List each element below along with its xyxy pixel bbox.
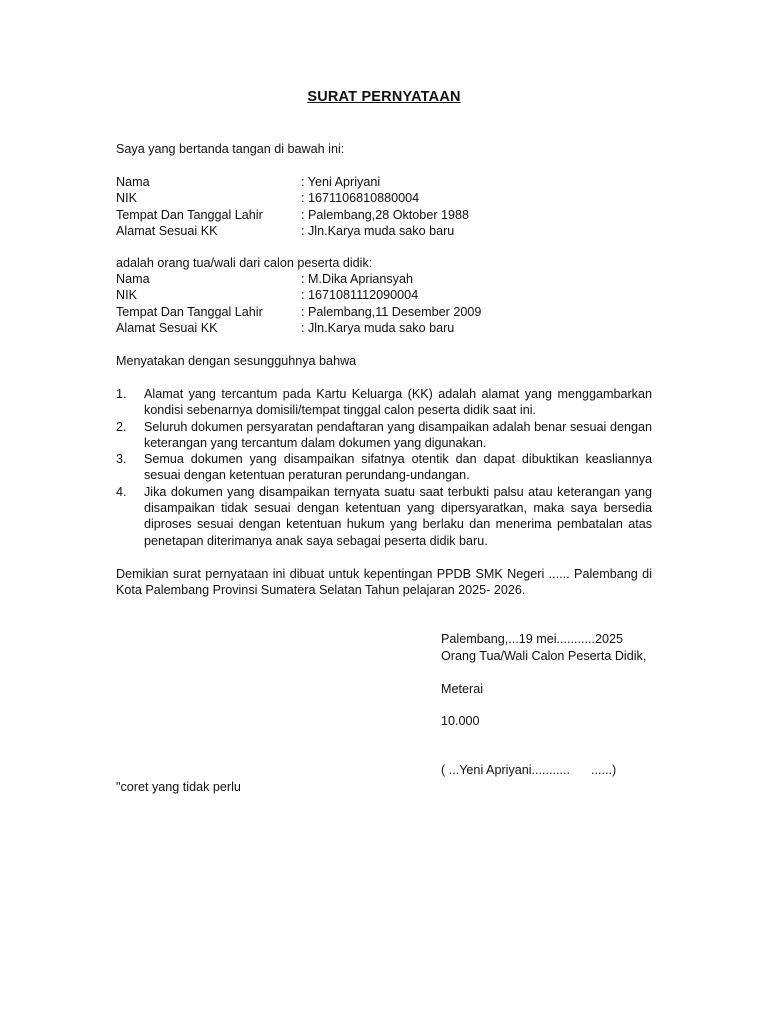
- field-label: Alamat Sesuai KK: [116, 320, 218, 335]
- signature-place-date: Palembang,...19 mei...........2025: [441, 632, 624, 646]
- field-value: : 1671081112090004: [301, 288, 419, 303]
- declarant-birth-row: [116, 207, 652, 223]
- field-value: : Jln.Karya muda sako baru: [301, 223, 455, 238]
- stamp-value: 10.000: [441, 714, 480, 728]
- stamp-label: Meterai: [441, 682, 483, 696]
- declarant-nik-row: [116, 190, 652, 206]
- list-item: [116, 419, 652, 452]
- field-value: : Jln.Karya muda sako baru: [301, 320, 455, 335]
- list-item: [116, 386, 652, 419]
- field-label: Nama: [116, 272, 150, 286]
- field-value: : Palembang,11 Desember 2009: [301, 304, 482, 319]
- field-label: Nama: [116, 175, 150, 189]
- field-label: NIK: [116, 288, 137, 303]
- statement-intro-text: Menyatakan dengan sesungguhnya bahwa: [116, 354, 357, 368]
- list-number: 3.: [116, 452, 127, 467]
- signature-role: Orang Tua/Wali Calon Peserta Didik,: [441, 649, 647, 663]
- footnote: "coret yang tidak perlu: [116, 780, 241, 794]
- list-text: Seluruh dokumen persyaratan pendaftaran yang disampaikan adalah benar sesuai dengan keterangan yang tercantum dalam dokumen yang digunakan.: [144, 419, 652, 450]
- child-address-row: [116, 320, 652, 336]
- field-value: : Yeni Apriyani: [301, 175, 381, 189]
- declarant-address-row: [116, 223, 652, 239]
- list-text: Alamat yang tercantum pada Kartu Keluarga (KK) adalah alamat yang menggambarkan kondisi sebenarnya domisili/tempat tinggal calon peserta didik saat ini.: [144, 387, 652, 418]
- field-value: : Palembang,28 Oktober 1988: [301, 207, 470, 222]
- list-text: Jika dokumen yang disampaikan ternyata suatu saat terbukti palsu atau keterangan yang disampaikan tidak sesuai dengan ketentuan yang dipersyaratkan, maka saya bersedia diproses sesuai dengan ketentuan hukum yang berlaku dan menerima pembatalan atas penetapan diterimanya anak saya sebagai peserta didik baru.: [144, 484, 652, 548]
- field-value: : M.Dika Apriansyah: [301, 272, 413, 286]
- list-text: Semua dokumen yang disampaikan sifatnya otentik dan dapat dibuktikan keasliannya sesuai dengan ketentuan peraturan perundang-undangan.: [144, 452, 652, 483]
- field-label: NIK: [116, 191, 137, 206]
- statement-list: [116, 386, 652, 549]
- list-item: [116, 484, 652, 549]
- intro-text: Saya yang bertanda tangan di bawah ini:: [116, 142, 345, 156]
- list-number: 4.: [116, 484, 127, 499]
- field-value: : 1671106810880004: [301, 191, 420, 206]
- signer-name: ( ...Yeni Apriyani........... ......): [441, 763, 617, 777]
- list-item: [116, 451, 652, 484]
- child-details: [116, 271, 652, 336]
- child-intro-text: adalah orang tua/wali dari calon peserta didik:: [116, 256, 373, 270]
- field-label: Tempat Dan Tanggal Lahir: [116, 207, 263, 222]
- list-number: 1.: [116, 387, 127, 401]
- declarant-details: [116, 174, 652, 239]
- field-label: Tempat Dan Tanggal Lahir: [116, 304, 263, 319]
- closing-paragraph: Demikian surat pernyataan ini dibuat untuk kepentingan PPDB SMK Negeri ...... Palembang di Kota Palembang Provinsi Sumatera Selatan Tahun pelajaran 2025- 2026.: [116, 567, 652, 598]
- child-nik-row: [116, 287, 652, 303]
- child-birth-row: [116, 304, 652, 320]
- list-number: 2.: [116, 419, 127, 434]
- child-name-row: [116, 271, 652, 287]
- declarant-name-row: [116, 174, 652, 190]
- document-title: SURAT PERNYATAAN: [307, 89, 461, 105]
- field-label: Alamat Sesuai KK: [116, 223, 218, 238]
